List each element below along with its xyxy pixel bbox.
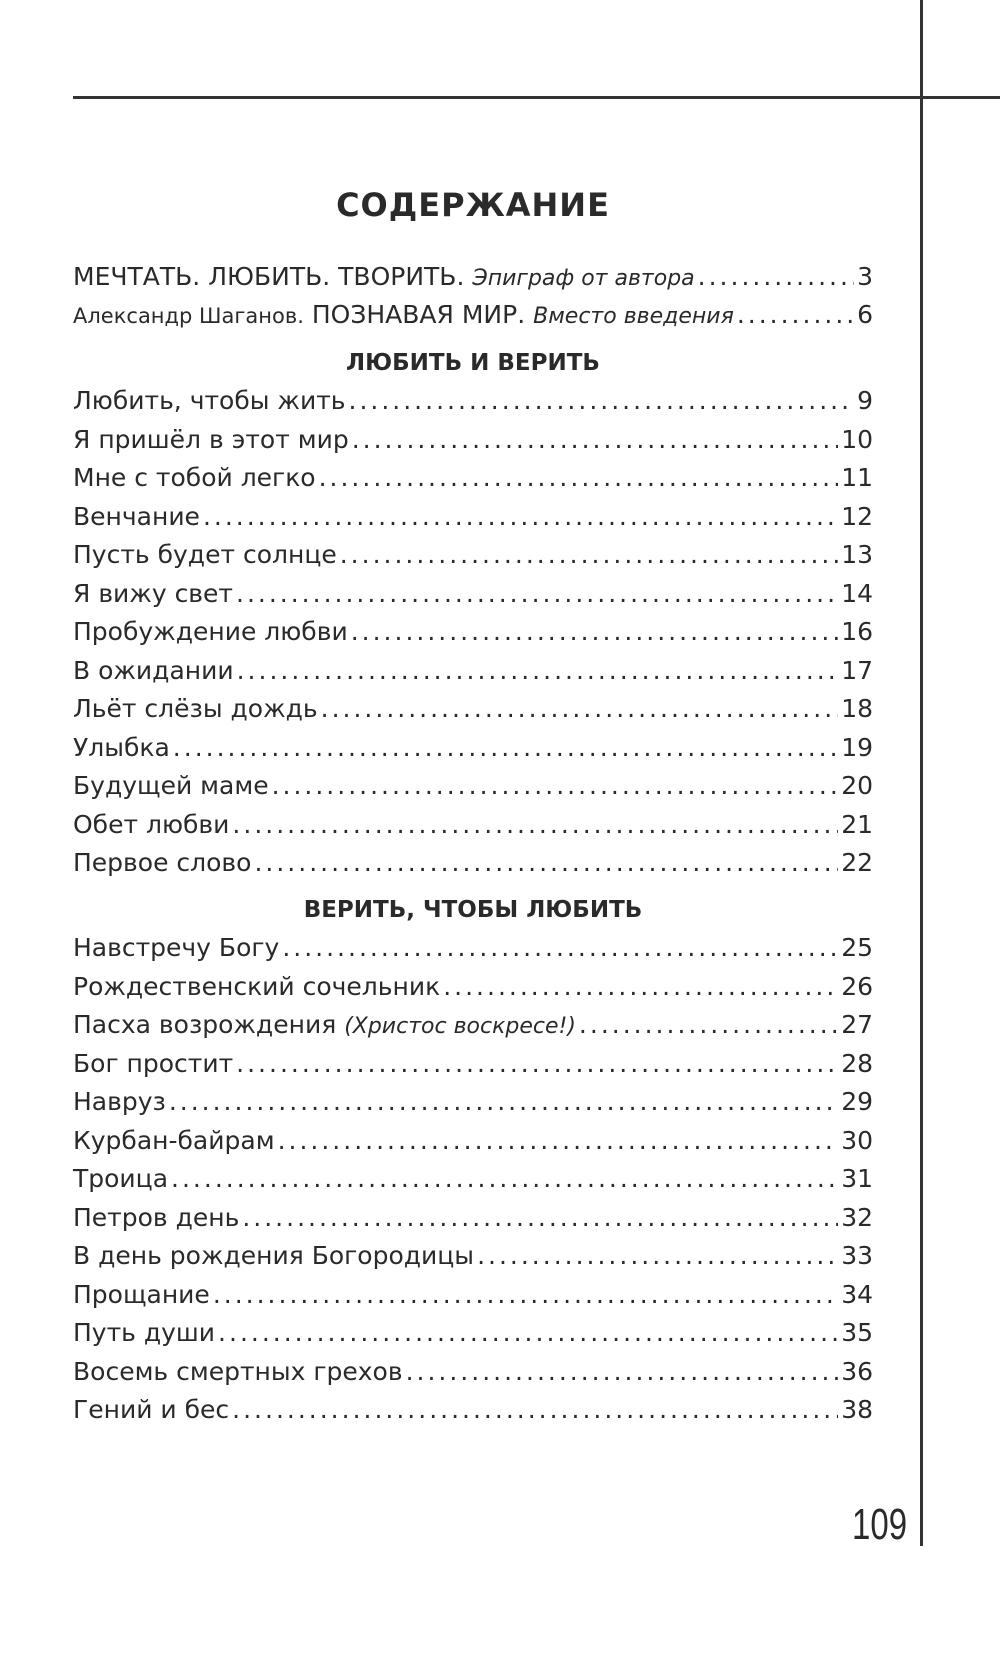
entry-page: 33 <box>841 1241 873 1270</box>
leader-dots <box>737 300 854 329</box>
toc-entry <box>73 1357 873 1391</box>
toc-entry <box>73 1164 873 1198</box>
toc-entry <box>73 502 873 536</box>
section-heading: ВЕРИТЬ, ЧТОБЫ ЛЮБИТЬ <box>303 897 643 923</box>
entry-page: 29 <box>841 1087 873 1116</box>
entry-page: 38 <box>841 1395 873 1424</box>
leader-dots <box>282 933 838 962</box>
leader-dots <box>203 502 838 531</box>
entry-page: 32 <box>841 1202 873 1232</box>
entry-page: 18 <box>841 694 873 723</box>
leader-dots <box>171 1164 838 1193</box>
entry-title: В ожидании <box>73 655 234 685</box>
toc-entry <box>73 810 873 844</box>
leader-dots <box>254 848 838 877</box>
entry-page: 10 <box>841 424 873 454</box>
toc-entry <box>73 848 873 882</box>
entry-title: Льёт слёзы дождь <box>73 694 318 723</box>
entry-title: Бог простит <box>73 1048 234 1078</box>
toc-entry <box>73 1395 873 1429</box>
entry-title: Прощание <box>73 1279 210 1309</box>
leader-dots <box>232 810 838 839</box>
leader-dots <box>213 1280 838 1309</box>
toc-entry <box>73 771 873 805</box>
entry-page: 25 <box>841 933 873 962</box>
entry-page: 6 <box>857 300 873 329</box>
entry-title: Первое слово <box>73 848 252 877</box>
margin-rule <box>920 0 923 1546</box>
toc-entry <box>73 933 873 967</box>
entry-subtitle: Вместо введения <box>533 304 734 329</box>
entry-page: 34 <box>841 1279 873 1309</box>
entry-title: Пробуждение любви <box>73 617 348 646</box>
entry-title: Пусть будет солнце <box>73 540 337 569</box>
toc-entry <box>73 463 873 497</box>
toc-entry-epigraph <box>73 262 873 296</box>
toc-entry-introduction <box>73 300 873 334</box>
toc-entry <box>73 540 873 574</box>
entry-subtitle: (Христос воскресе!) <box>344 1014 576 1039</box>
leader-dots <box>232 1395 838 1424</box>
entry-title: Рождественский сочельник <box>73 971 441 1001</box>
entry-title: Троица <box>73 1164 169 1193</box>
leader-dots <box>477 1241 838 1270</box>
entry-page: 35 <box>841 1318 873 1347</box>
entry-page: 26 <box>841 971 873 1001</box>
entry-title: Любить, чтобы жить <box>73 386 346 415</box>
entry-title: Гений и бес <box>73 1395 230 1424</box>
leader-dots <box>242 1203 838 1232</box>
leader-dots <box>319 463 839 492</box>
toc-entry <box>73 733 873 767</box>
leader-dots <box>272 771 839 800</box>
toc-entry <box>73 1049 873 1083</box>
leader-dots <box>406 1357 839 1386</box>
entry-subtitle: Эпиграф от автора <box>472 266 695 291</box>
toc-entry <box>73 1318 873 1352</box>
leader-dots <box>443 972 838 1001</box>
toc-entry <box>73 656 873 690</box>
entry-page: 27 <box>841 1010 873 1039</box>
leader-dots <box>173 733 838 762</box>
leader-dots <box>352 425 838 454</box>
toc-entry <box>73 1280 873 1314</box>
entry-title: Мне с тобой легко <box>73 463 316 492</box>
entry-title: МЕЧТАТЬ. ЛЮБИТЬ. ТВОРИТЬ. <box>73 262 465 291</box>
entry-page: 14 <box>841 578 873 608</box>
entry-page: 21 <box>841 809 873 839</box>
toc-entry <box>73 1087 873 1121</box>
entry-title: Пасха возрождения <box>73 1010 337 1039</box>
page-number: 109 <box>852 1500 908 1549</box>
entry-title: В день рождения Богородицы <box>73 1241 475 1270</box>
leader-dots <box>321 694 839 723</box>
toc-entry <box>73 1126 873 1160</box>
leader-dots <box>278 1126 839 1155</box>
entry-page: 36 <box>841 1356 873 1386</box>
section-heading: ЛЮБИТЬ И ВЕРИТЬ <box>346 350 600 376</box>
entry-page: 12 <box>841 501 873 531</box>
leader-dots <box>340 540 838 569</box>
entry-page: 20 <box>841 771 873 800</box>
entry-title: ПОЗНАВАЯ МИР. <box>311 300 526 329</box>
leader-dots <box>236 1049 838 1078</box>
leader-dots <box>349 386 855 415</box>
entry-page: 17 <box>841 655 873 685</box>
entry-title: Петров день <box>73 1202 240 1232</box>
leader-dots <box>237 656 839 685</box>
entry-title: Будущей маме <box>73 771 269 800</box>
leader-dots <box>698 262 854 291</box>
entry-page: 28 <box>841 1048 873 1078</box>
toc-entry <box>73 972 873 1006</box>
entry-page: 16 <box>841 617 873 646</box>
entry-page: 30 <box>841 1125 873 1155</box>
toc-entry <box>73 425 873 459</box>
entry-title: Улыбка <box>73 732 170 762</box>
entry-author: Александр Шаганов. <box>73 304 304 328</box>
entry-page: 19 <box>841 732 873 762</box>
header-rule <box>73 96 1000 99</box>
entry-title: Венчание <box>73 501 200 531</box>
page-title: СОДЕРЖАНИЕ <box>336 186 610 224</box>
toc-entry <box>73 1203 873 1237</box>
toc-entry <box>73 386 873 420</box>
leader-dots <box>351 617 838 646</box>
entry-title: Я вижу свет <box>73 578 233 608</box>
leader-dots <box>236 579 838 608</box>
entry-title: Обет любви <box>73 809 230 839</box>
leader-dots <box>579 1010 838 1039</box>
entry-title: Восемь смертных грехов <box>73 1356 403 1386</box>
toc-entry <box>73 1241 873 1275</box>
entry-title: Навстречу Богу <box>73 933 280 962</box>
toc-entry <box>73 617 873 651</box>
entry-page: 9 <box>857 386 873 415</box>
toc-entry <box>73 579 873 613</box>
entry-page: 22 <box>841 848 873 877</box>
entry-page: 13 <box>841 540 873 569</box>
toc-entry <box>73 694 873 728</box>
entry-page: 3 <box>857 262 873 291</box>
entry-title: Я пришёл в этот мир <box>73 424 349 454</box>
entry-title: Навруз <box>73 1087 166 1116</box>
leader-dots <box>218 1318 838 1347</box>
entry-page: 11 <box>841 463 873 492</box>
toc-entry <box>73 1010 873 1044</box>
entry-title: Курбан-байрам <box>73 1125 275 1155</box>
leader-dots <box>169 1087 838 1116</box>
entry-page: 31 <box>841 1164 873 1193</box>
entry-title: Путь души <box>73 1318 216 1347</box>
